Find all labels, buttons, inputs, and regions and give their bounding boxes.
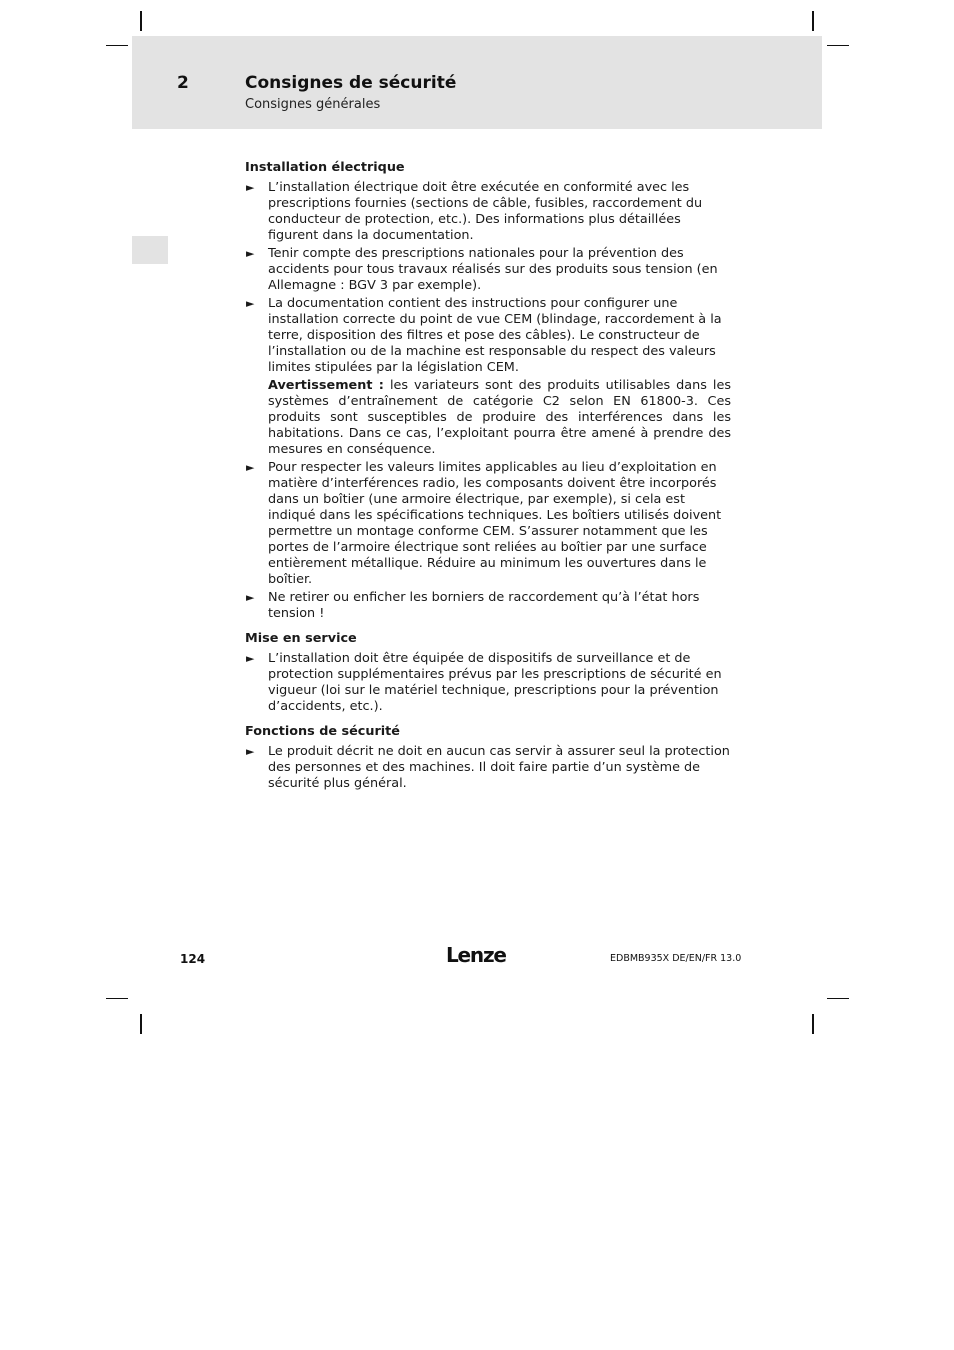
list-item-text: Tenir compte des prescriptions nationales pour la prévention des accidents pour tous travaux réalisés sur des produits sous tension (en Allemagne : BGV 3 par exemple). (268, 246, 718, 293)
list-item (245, 590, 731, 622)
brand-logo: Lenze (446, 943, 506, 967)
bullet-arrow-icon: ► (246, 745, 255, 758)
list-item (245, 296, 731, 458)
warning-label: Avertissement : (268, 378, 384, 393)
list-item-text: Ne retirer ou enficher les borniers de raccordement qu’à l’état hors tension ! (268, 590, 700, 621)
list-item-text: L’installation doit être équipée de dispositifs de surveillance et de protection supplémentaires prévus par les prescriptions de sécurité en vigueur (loi sur le matériel technique, prescriptions pour la prévention d’accidents, etc.). (268, 651, 722, 714)
bullet-list (245, 744, 731, 792)
crop-mark (140, 11, 142, 31)
crop-mark (106, 998, 128, 999)
section-installation-electrique (245, 160, 731, 622)
bullet-arrow-icon: ► (246, 247, 255, 260)
warning-note (268, 378, 731, 458)
side-thumb-tab (132, 236, 168, 264)
section-title: Mise en service (245, 631, 357, 646)
crop-mark (827, 998, 849, 999)
chapter-number: 2 (177, 73, 189, 93)
section-mise-en-service (245, 631, 731, 715)
bullet-list (245, 651, 731, 715)
crop-mark (827, 45, 849, 46)
chapter-header-band (132, 36, 822, 129)
section-title: Fonctions de sécurité (245, 724, 400, 739)
bullet-arrow-icon: ► (246, 591, 255, 604)
list-item (245, 180, 731, 244)
list-item (245, 460, 731, 588)
page-content (245, 160, 731, 801)
list-item-text: Le produit décrit ne doit en aucun cas servir à assurer seul la protection des personnes et des machines. Il doit faire partie d’un système de sécurité plus général. (268, 744, 730, 791)
list-item-text: La documentation contient des instructions pour configurer une installation correcte du point de vue CEM (blindage, raccordement à la terre, disposition des filtres et pose des câbles). Le constructeur de l’installation ou de la machine est responsable du respect des valeurs limites stipulées par la législation CEM. (268, 296, 722, 375)
crop-mark (812, 1014, 814, 1034)
section-fonctions-de-securite (245, 724, 731, 792)
bullet-arrow-icon: ► (246, 181, 255, 194)
list-item-text: L’installation électrique doit être exécutée en conformité avec les prescriptions fournies (sections de câble, fusibles, raccordement du conducteur de protection, etc.). Des informations plus détaillées figurent dans la documentation. (268, 180, 703, 243)
list-item (245, 744, 731, 792)
bullet-arrow-icon: ► (246, 297, 255, 310)
chapter-subtitle: Consignes générales (245, 97, 381, 112)
crop-mark (106, 45, 128, 46)
section-title: Installation électrique (245, 160, 405, 175)
crop-mark (140, 1014, 142, 1034)
list-item (245, 246, 731, 294)
bullet-arrow-icon: ► (246, 652, 255, 665)
chapter-title: Consignes de sécurité (245, 73, 457, 93)
page-number: 124 (180, 952, 206, 966)
bullet-list (245, 180, 731, 622)
list-item (245, 651, 731, 715)
bullet-arrow-icon: ► (246, 461, 255, 474)
crop-mark (812, 11, 814, 31)
document-code: EDBMB935X DE/EN/FR 13.0 (610, 953, 742, 964)
warning-text: les variateurs sont des produits utilisables dans les systèmes d’entraînement de catégorie C2 selon EN 61800-3. Ces produits sont susceptibles de produire des interférences dans les habitations. Dans ce cas, l’exploitant pourra être amené à prendre des mesures en conséquence. (268, 378, 731, 457)
list-item-text: Pour respecter les valeurs limites applicables au lieu d’exploitation en matière d’interférences radio, les composants doivent être incorporés dans un boîtier (une armoire électrique, par exemple), si cela est indiqué dans les spécifications techniques. Les boîtiers utilisés doivent permettre un montage conforme CEM. S’assurer notamment que les portes de l’armoire électrique sont reliées au boîtier par une surface entièrement métallique. Réduire au minimum les ouvertures dans le boîtier. (268, 460, 722, 587)
